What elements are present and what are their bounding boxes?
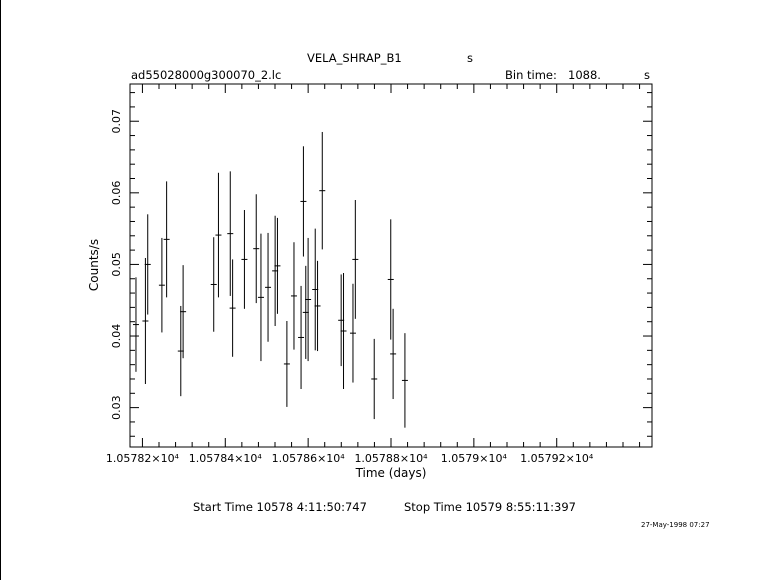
y-tick-label: 0.06 xyxy=(110,180,123,206)
bin-time-unit: s xyxy=(644,68,650,82)
data-point xyxy=(258,234,264,361)
bin-time-value: 1088. xyxy=(568,68,601,82)
data-point xyxy=(241,210,247,309)
file-name-label: ad55028000g300070_2.lc xyxy=(131,68,282,82)
x-axis-ticks xyxy=(106,84,640,465)
y-tick-label: 0.07 xyxy=(110,108,123,134)
bin-time-label: Bin time: xyxy=(505,68,557,82)
y-tick-label: 0.05 xyxy=(110,252,123,277)
data-points xyxy=(133,132,408,428)
x-tick-label: 1.05782×10⁴ xyxy=(105,452,179,465)
data-point xyxy=(300,146,306,256)
data-point xyxy=(211,237,217,332)
y-tick-label: 0.04 xyxy=(110,323,123,349)
y-tick-label: 0.03 xyxy=(110,395,123,420)
data-point xyxy=(402,333,408,428)
stop-time-label: Stop Time 10579 8:55:11:397 xyxy=(404,500,576,514)
data-point xyxy=(215,173,221,298)
data-point xyxy=(284,321,290,407)
y-axis-title: Counts/s xyxy=(87,238,101,292)
start-time-label: Start Time 10578 4:11:50:747 xyxy=(193,500,367,514)
data-point xyxy=(319,132,325,249)
object-unit-label: s xyxy=(467,51,473,65)
data-point xyxy=(164,181,170,297)
x-axis-title: Time (days) xyxy=(355,466,427,480)
x-tick-label: 1.05792×10⁴ xyxy=(520,452,594,465)
x-tick-label: 1.0579×10⁴ xyxy=(440,452,507,465)
data-point xyxy=(371,339,377,419)
x-tick-label: 1.05788×10⁴ xyxy=(354,452,428,465)
plot-timestamp: 27-May-1998 07:27 xyxy=(641,521,710,529)
object-name-label: VELA_SHRAP_B1 xyxy=(307,51,402,65)
data-point xyxy=(265,233,271,342)
x-tick-label: 1.05784×10⁴ xyxy=(188,452,262,465)
data-point xyxy=(133,277,139,372)
data-point xyxy=(253,194,259,303)
x-tick-label: 1.05786×10⁴ xyxy=(271,452,345,465)
y-axis-ticks xyxy=(110,93,652,437)
data-point xyxy=(159,238,165,333)
data-point xyxy=(298,286,304,389)
data-point xyxy=(291,242,297,349)
